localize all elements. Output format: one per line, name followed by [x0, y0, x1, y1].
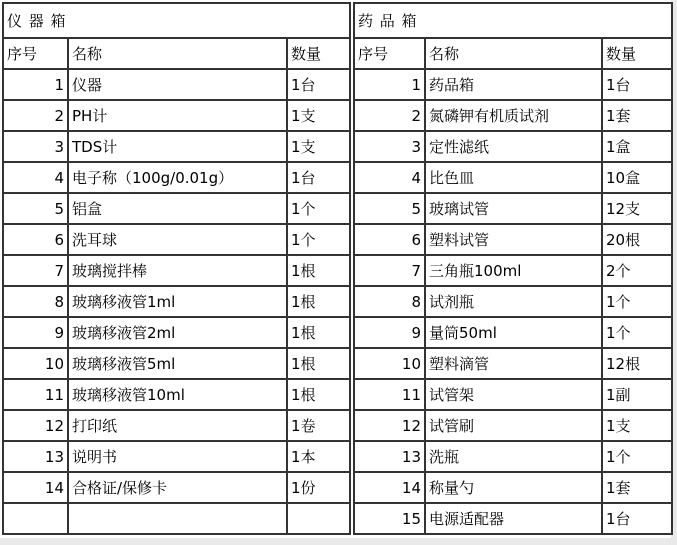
table-row: [354, 379, 672, 410]
table-row: [354, 193, 672, 224]
table-row: [3, 69, 350, 100]
quantity-cell: 2个: [602, 255, 672, 286]
quantity-cell: 1个: [287, 224, 350, 255]
medicine-box-table: [353, 2, 673, 535]
item-name-cell: 洗耳球: [68, 224, 287, 255]
row-index-cell: 15: [354, 503, 425, 534]
table-row: [3, 348, 350, 379]
col-header-index: 序号: [3, 38, 68, 69]
row-index-cell: 3: [354, 131, 425, 162]
quantity-cell: 1套: [602, 100, 672, 131]
instrument-box-title: 仪 器 箱: [3, 3, 350, 38]
row-index-cell: 1: [3, 69, 68, 100]
quantity-cell: 1支: [602, 410, 672, 441]
quantity-cell: 1盒: [602, 131, 672, 162]
table-row: [354, 100, 672, 131]
item-name-cell: 试管架: [425, 379, 602, 410]
item-name-cell: 铝盒: [68, 193, 287, 224]
table-row: [3, 193, 350, 224]
quantity-cell: 1根: [287, 255, 350, 286]
item-name-cell: 洗瓶: [425, 441, 602, 472]
row-index-cell: 14: [3, 472, 68, 503]
quantity-cell: 1个: [287, 193, 350, 224]
table-header-row: [3, 38, 350, 69]
item-name-cell: 仪器: [68, 69, 287, 100]
table-row: [3, 503, 350, 534]
item-name-cell: 玻璃移液管10ml: [68, 379, 287, 410]
quantity-cell: 1台: [287, 69, 350, 100]
quantity-cell: 1支: [287, 131, 350, 162]
table-row: [3, 410, 350, 441]
table-row: [3, 379, 350, 410]
quantity-cell: 1个: [602, 441, 672, 472]
table-row: [354, 286, 672, 317]
row-index-cell: 1: [354, 69, 425, 100]
item-name-cell: 说明书: [68, 441, 287, 472]
quantity-cell: 1台: [287, 162, 350, 193]
quantity-cell: 1个: [602, 317, 672, 348]
item-name-cell: 称量勺: [425, 472, 602, 503]
quantity-cell: 20根: [602, 224, 672, 255]
item-name-cell: 比色皿: [425, 162, 602, 193]
item-name-cell: 合格证/保修卡: [68, 472, 287, 503]
table-row: [3, 472, 350, 503]
table-row: [354, 472, 672, 503]
row-index-cell: 8: [354, 286, 425, 317]
quantity-cell: 1支: [287, 100, 350, 131]
quantity-cell: 12根: [602, 348, 672, 379]
table-row: [3, 441, 350, 472]
table-row: [3, 255, 350, 286]
quantity-cell: 1根: [287, 348, 350, 379]
item-name-cell: PH计: [68, 100, 287, 131]
table-row: [3, 286, 350, 317]
item-name-cell: 三角瓶100ml: [425, 255, 602, 286]
row-index-cell: 5: [354, 193, 425, 224]
col-header-quantity: 数量: [602, 38, 672, 69]
table-row: [354, 441, 672, 472]
item-name-cell: 电源适配器: [425, 503, 602, 534]
row-index-cell: 6: [354, 224, 425, 255]
row-index-cell: 14: [354, 472, 425, 503]
table-row: [354, 317, 672, 348]
quantity-cell: 1根: [287, 286, 350, 317]
quantity-cell: 1卷: [287, 410, 350, 441]
quantity-cell: 1个: [602, 286, 672, 317]
table-header-row: [354, 38, 672, 69]
quantity-cell: 12支: [602, 193, 672, 224]
row-index-cell: 5: [3, 193, 68, 224]
item-name-cell: 试剂瓶: [425, 286, 602, 317]
item-name-cell: 玻璃试管: [425, 193, 602, 224]
row-index-cell: 7: [354, 255, 425, 286]
item-name-cell: 药品箱: [425, 69, 602, 100]
col-header-name: 名称: [425, 38, 602, 69]
quantity-cell: [287, 503, 350, 534]
item-name-cell: TDS计: [68, 131, 287, 162]
col-header-index: 序号: [354, 38, 425, 69]
quantity-cell: 1份: [287, 472, 350, 503]
row-index-cell: 13: [354, 441, 425, 472]
row-index-cell: 2: [3, 100, 68, 131]
item-name-cell: 塑料滴管: [425, 348, 602, 379]
table-row: [354, 131, 672, 162]
row-index-cell: 3: [3, 131, 68, 162]
item-name-cell: 电子称（100g/0.01g）: [68, 162, 287, 193]
table-row: [354, 162, 672, 193]
item-name-cell: 氮磷钾有机质试剂: [425, 100, 602, 131]
item-name-cell: 打印纸: [68, 410, 287, 441]
row-index-cell: 4: [354, 162, 425, 193]
item-name-cell: 玻璃移液管5ml: [68, 348, 287, 379]
item-name-cell: 玻璃移液管1ml: [68, 286, 287, 317]
table-row: [354, 255, 672, 286]
item-name-cell: 塑料试管: [425, 224, 602, 255]
quantity-cell: 1本: [287, 441, 350, 472]
quantity-cell: 10盒: [602, 162, 672, 193]
quantity-cell: 1副: [602, 379, 672, 410]
row-index-cell: [3, 503, 68, 534]
row-index-cell: 6: [3, 224, 68, 255]
item-name-cell: [68, 503, 287, 534]
table-row: [3, 131, 350, 162]
row-index-cell: 8: [3, 286, 68, 317]
item-name-cell: 玻璃移液管2ml: [68, 317, 287, 348]
row-index-cell: 9: [3, 317, 68, 348]
col-header-quantity: 数量: [287, 38, 350, 69]
table-row: [3, 162, 350, 193]
row-index-cell: 7: [3, 255, 68, 286]
row-index-cell: 12: [354, 410, 425, 441]
item-name-cell: 量筒50ml: [425, 317, 602, 348]
quantity-cell: 1根: [287, 379, 350, 410]
table-row: [354, 69, 672, 100]
row-index-cell: 11: [354, 379, 425, 410]
table-row: [354, 224, 672, 255]
item-name-cell: 玻璃搅拌棒: [68, 255, 287, 286]
table-title-row: [354, 3, 672, 38]
row-index-cell: 10: [354, 348, 425, 379]
table-row: [3, 317, 350, 348]
quantity-cell: 1套: [602, 472, 672, 503]
table-row: [3, 224, 350, 255]
row-index-cell: 4: [3, 162, 68, 193]
row-index-cell: 10: [3, 348, 68, 379]
row-index-cell: 9: [354, 317, 425, 348]
quantity-cell: 1台: [602, 503, 672, 534]
row-index-cell: 12: [3, 410, 68, 441]
table-title-row: [3, 3, 350, 38]
medicine-box-title: 药 品 箱: [354, 3, 672, 38]
instrument-box-table: [2, 2, 351, 535]
item-name-cell: 试管刷: [425, 410, 602, 441]
table-row: [354, 410, 672, 441]
quantity-cell: 1根: [287, 317, 350, 348]
row-index-cell: 13: [3, 441, 68, 472]
col-header-name: 名称: [68, 38, 287, 69]
item-name-cell: 定性滤纸: [425, 131, 602, 162]
row-index-cell: 2: [354, 100, 425, 131]
table-row: [3, 100, 350, 131]
table-row: [354, 503, 672, 534]
row-index-cell: 11: [3, 379, 68, 410]
table-row: [354, 348, 672, 379]
quantity-cell: 1台: [602, 69, 672, 100]
